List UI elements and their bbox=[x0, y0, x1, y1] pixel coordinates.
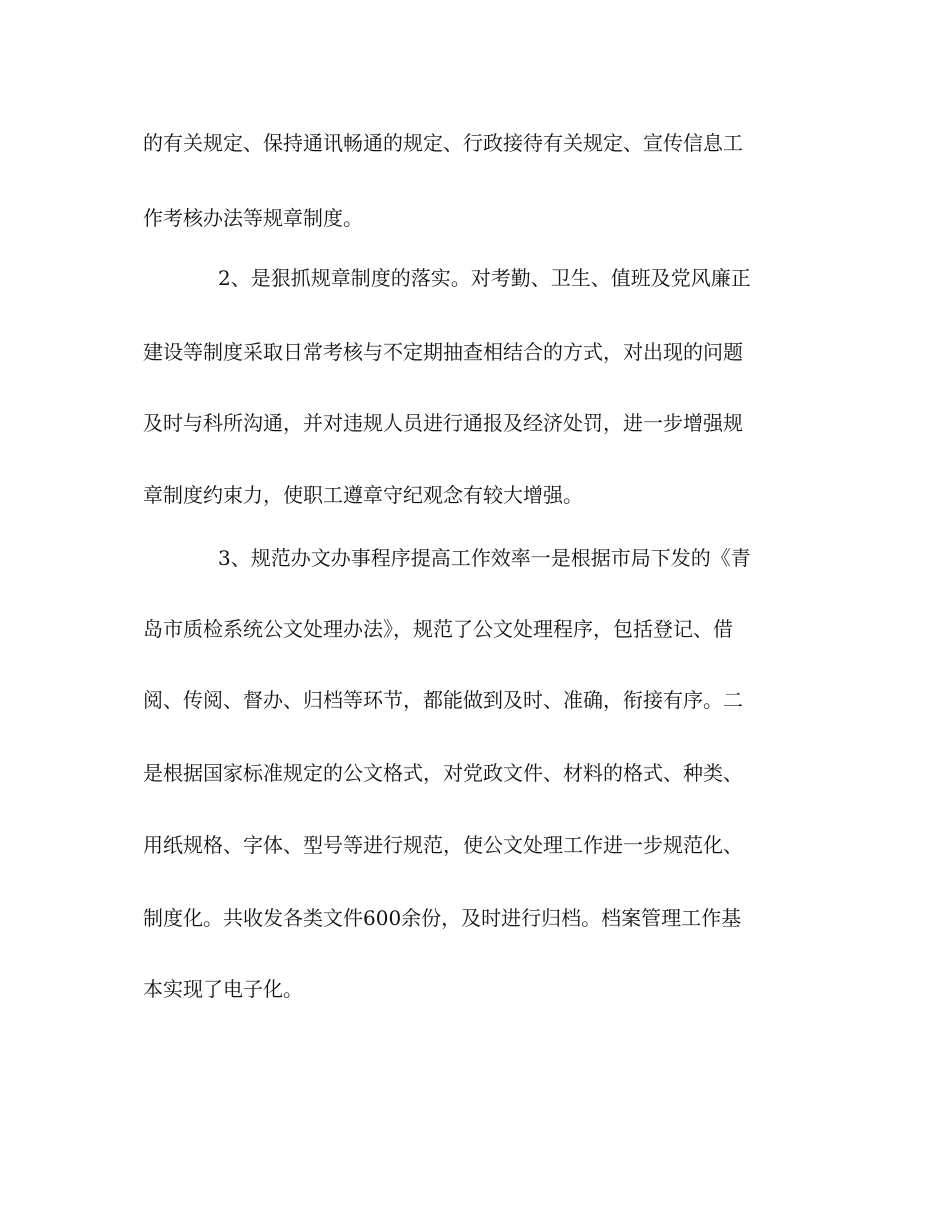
text-line-10: 是根据国家标准规定的公文格式，对党政文件、材料的格式、种类、 bbox=[143, 761, 743, 785]
text-line-1: 的有关规定、保持通讯畅通的规定、行政接待有关规定、宣传信息工 bbox=[143, 131, 743, 155]
text-line-12: 制度化。共收发各类文件600余份，及时进行归档。档案管理工作基 bbox=[143, 906, 742, 930]
text-line-5: 及时与科所沟通，并对违规人员进行通报及经济处罚，进一步增强规 bbox=[143, 411, 743, 435]
text-line-11: 用纸规格、字体、型号等进行规范，使公文处理工作进一步规范化、 bbox=[143, 833, 743, 857]
paragraph-3-line-1: 3、规范办文办事程序提高工作效率一是根据市局下发的《青 bbox=[218, 546, 751, 570]
paragraph-2-line-1: 2、是狠抓规章制度的落实。对考勤、卫生、值班及党风廉正 bbox=[218, 266, 751, 290]
text-line-9: 阅、传阅、督办、归档等环节，都能做到及时、准确，衔接有序。二 bbox=[143, 688, 743, 712]
text-line-2: 作考核办法等规章制度。 bbox=[143, 206, 363, 230]
text-line-8: 岛市质检系统公文处理办法》，规范了公文处理程序，包括登记、借 bbox=[143, 617, 733, 641]
text-line-6: 章制度约束力，使职工遵章守纪观念有较大增强。 bbox=[143, 483, 583, 507]
text-line-13: 本实现了电子化。 bbox=[143, 977, 303, 1001]
text-line-4: 建设等制度采取日常考核与不定期抽查相结合的方式，对出现的问题 bbox=[143, 340, 743, 364]
